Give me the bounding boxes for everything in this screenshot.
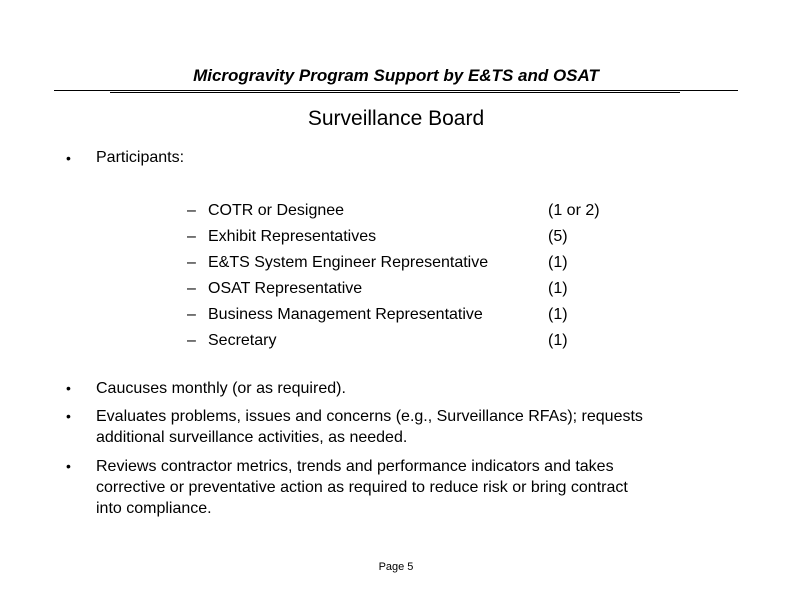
participant-role: OSAT Representative (208, 280, 363, 297)
participant-count: (5) (548, 228, 568, 245)
participant-role: E&TS System Engineer Representative (208, 254, 489, 271)
participant-count: (1) (548, 332, 568, 349)
participant-role: Exhibit Representatives (208, 228, 377, 245)
participant-role: COTR or Designee (208, 202, 345, 219)
bullet-marker: • (66, 380, 71, 396)
participant-role: Business Management Representative (208, 306, 483, 323)
list-dash: – (187, 228, 196, 245)
list-dash: – (187, 254, 196, 271)
header-rule (54, 90, 738, 91)
participant-count: (1 or 2) (548, 202, 600, 219)
bullet-line: Evaluates problems, issues and concerns (e.g., Surveillance RFAs); requests (96, 408, 643, 425)
participants-bullet: • (66, 150, 71, 166)
list-dash: – (187, 280, 196, 297)
bullet-text (96, 456, 628, 519)
page-number: Page 5 (378, 561, 414, 573)
list-dash: – (187, 202, 196, 219)
participant-role: Secretary (208, 332, 277, 349)
participant-count: (1) (548, 306, 568, 323)
participants-label: Participants: (96, 149, 185, 166)
bullet-text (96, 378, 346, 399)
bullet-line: Reviews contractor metrics, trends and performance indicators and takes (96, 458, 614, 475)
page-title: Surveillance Board (307, 107, 485, 130)
document-header-title: Microgravity Program Support by E&TS and OSAT (193, 66, 599, 85)
list-dash: – (187, 332, 196, 349)
bullet-line: into compliance. (96, 500, 212, 517)
bullet-line: corrective or preventative action as required to reduce risk or bring contract (96, 479, 628, 496)
bullet-marker: • (66, 458, 71, 474)
list-dash: – (187, 306, 196, 323)
participant-count: (1) (548, 254, 568, 271)
bullet-text (96, 406, 643, 448)
participant-count: (1) (548, 280, 568, 297)
bullet-marker: • (66, 408, 71, 424)
header-rule-secondary (110, 92, 680, 93)
bullet-line: Caucuses monthly (or as required). (96, 380, 346, 397)
bullet-line: additional surveillance activities, as needed. (96, 429, 408, 446)
